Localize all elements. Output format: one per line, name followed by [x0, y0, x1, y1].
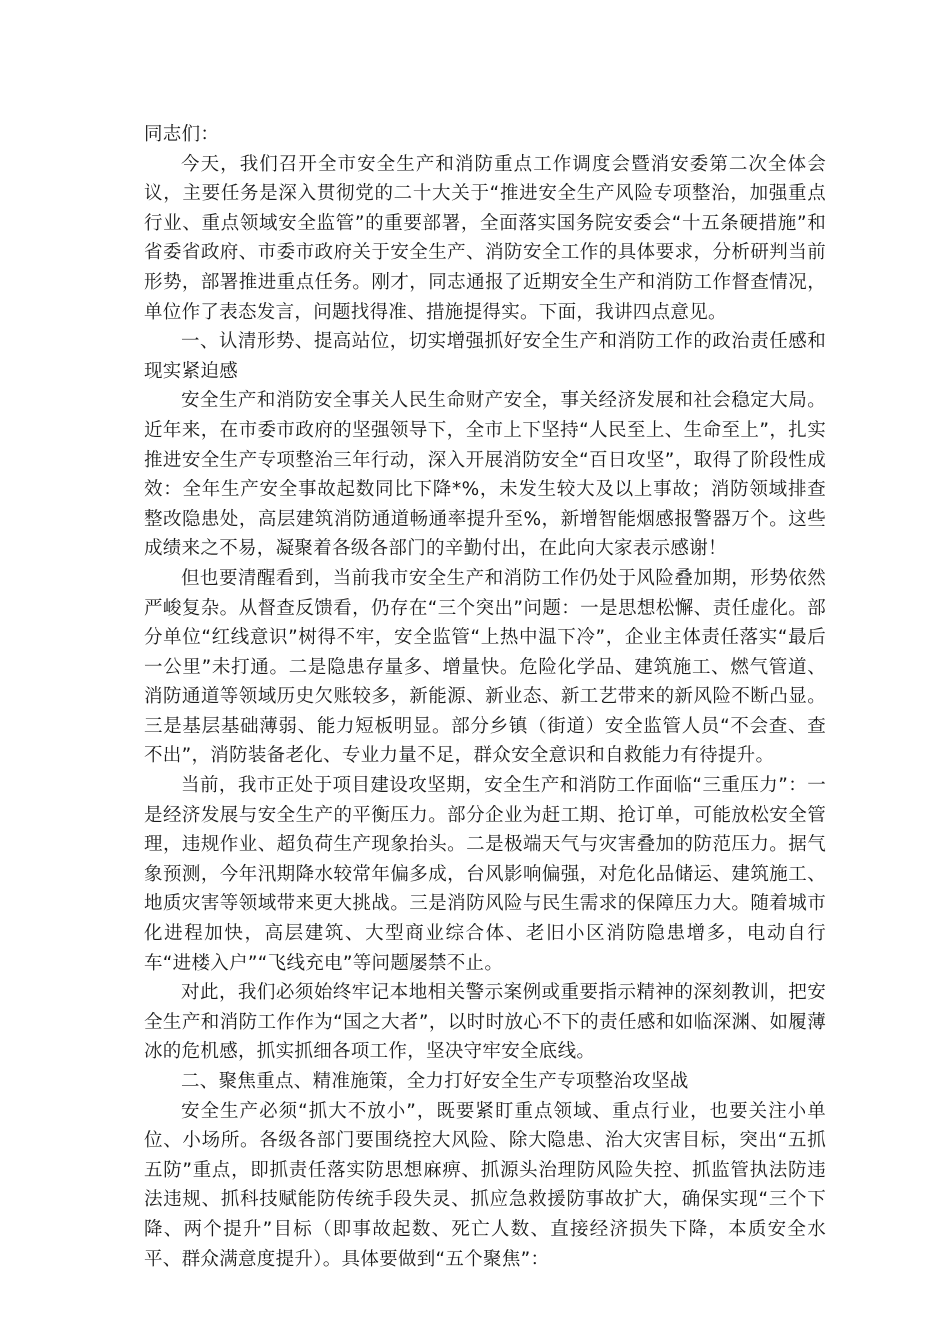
section-heading-1: 一、认清形势、提高站位，切实增强抓好安全生产和消防工作的政治责任感和现实紧迫感 — [144, 331, 826, 382]
section-heading-2: 二、聚焦重点、精准施策，全力打好安全生产专项整治攻坚战 — [181, 1071, 689, 1092]
paragraph-achievements: 安全生产和消防安全事关人民生命财产安全，事关经济发展和社会稳定大局。近年来，在市委市政府的坚强领导下，全市上下坚持“人民至上、生命至上”，扎实推进安全生产专项整治三年行动，深入开展消防安全“百日攻坚”，取得了阶段性成效：全年生产安全事故起数同比下降*%，未发生较大及以上事故；消防领域排查整改隐患处，高层建筑消防通道畅通率提升至%，新增智能烟感报警器万个。这些成绩来之不易，凝聚着各级各部门的辛勤付出，在此向大家表示感谢！ — [144, 390, 826, 560]
salutation: 同志们： — [144, 124, 220, 145]
paragraph-pressures: 当前，我市正处于项目建设攻坚期，安全生产和消防工作面临“三重压力”：一是经济发展与安全生产的平衡压力。部分企业为赶工期、抢订单，可能放松安全管理，违规作业、超负荷生产现象抬头。二是极端天气与灾害叠加的防范压力。据气象预测，今年汛期降水较常年偏多成，台风影响偏强，对危化品储运、建筑施工、地质灾害等领域带来更大挑战。三是消防风险与民生需求的保障压力大。随着城市化进程加快，高层建筑、大型商业综合体、老旧小区消防隐患增多，电动自行车“进楼入户”“飞线充电”等问题屡禁不止。 — [144, 775, 826, 974]
paragraph-commitment: 对此，我们必须始终牢记本地相关警示案例或重要指示精神的深刻教训，把安全生产和消防工作作为“国之大者”，以时时放心不下的责任感和如临深渊、如履薄冰的危机感，抓实抓细各项工作，坚决守牢安全底线。 — [144, 982, 826, 1063]
paragraph-problems: 但也要清醒看到，当前我市安全生产和消防工作仍处于风险叠加期，形势依然严峻复杂。从督查反馈看，仍存在“三个突出”问题：一是思想松懈、责任虚化。部分单位“红线意识”树得不牢，安全监管“上热中温下冷”，企业主体责任落实“最后一公里”未打通。二是隐患存量多、增量快。危险化学品、建筑施工、燃气管道、消防通道等领域历史欠账较多，新能源、新业态、新工艺带来的新风险不断凸显。三是基层基础薄弱、能力短板明显。部分乡镇（街道）安全监管人员“不会查、查不出”，消防装备老化、专业力量不足，群众安全意识和自救能力有待提升。 — [144, 567, 826, 767]
document-body — [144, 120, 826, 1274]
paragraph-focus: 安全生产必须“抓大不放小”，既要紧盯重点领域、重点行业，也要关注小单位、小场所。各级各部门要围绕控大风险、除大隐患、治大灾害目标，突出“五抓五防”重点，即抓责任落实防思想麻痹、抓源头治理防风险失控、抓监管执法防违法违规、抓科技赋能防传统手段失灵、抓应急救援防事故扩大，确保实现“三个下降、两个提升”目标（即事故起数、死亡人数、直接经济损失下降，本质安全水平、群众满意度提升）。具体要做到“五个聚焦”： — [144, 1100, 826, 1270]
paragraph-opening: 今天，我们召开全市安全生产和消防重点工作调度会暨消安委第二次全体会议，主要任务是深入贯彻党的二十大关于“推进安全生产风险专项整治，加强重点行业、重点领域安全监管”的重要部署，全面落实国务院安委会“十五条硬措施”和省委省政府、市委市政府关于安全生产、消防安全工作的具体要求，分析研判当前形势，部署推进重点任务。刚才，同志通报了近期安全生产和消防工作督查情况，单位作了表态发言，问题找得准、措施提得实。下面，我讲四点意见。 — [144, 153, 826, 323]
